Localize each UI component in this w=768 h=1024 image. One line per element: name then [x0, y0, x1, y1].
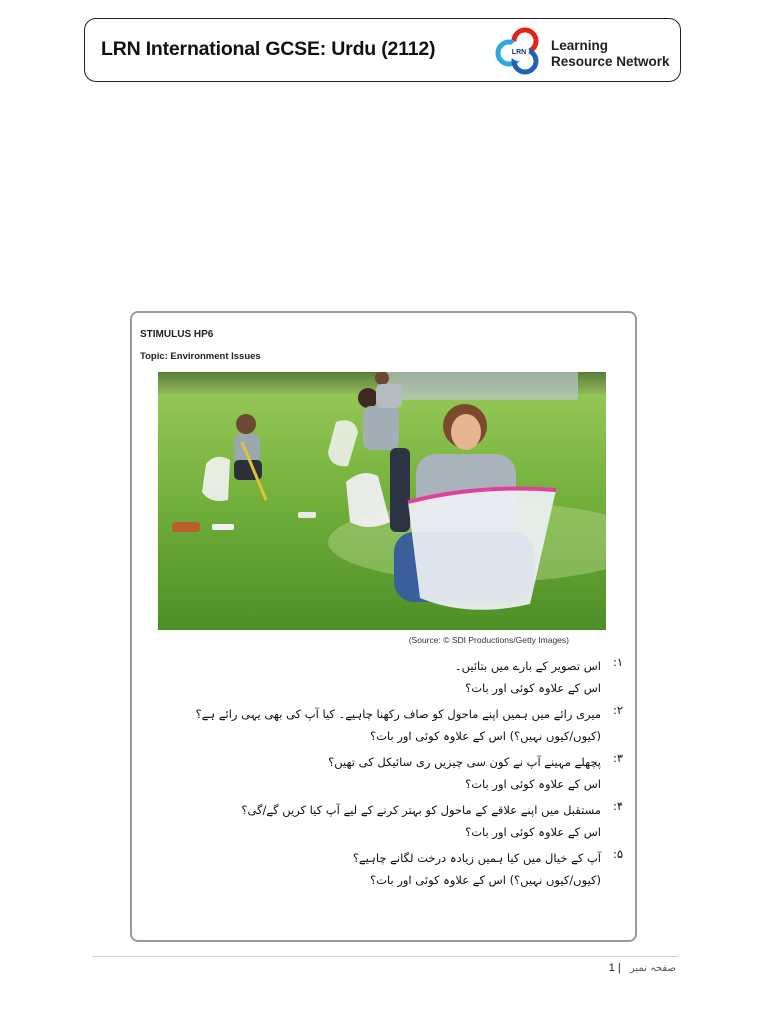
stimulus-label: STIMULUS HP6: [140, 329, 214, 340]
footer-separator: |: [617, 962, 621, 974]
footer-divider: [92, 956, 678, 957]
question-number: ۲:: [612, 703, 623, 717]
logo-text: [551, 38, 670, 70]
follow-up-text: اس کے علاوہ کوئی اور بات؟: [465, 825, 601, 839]
question-item: [183, 751, 623, 795]
photo-source: (Source: © SDI Productions/Getty Images): [408, 635, 569, 645]
follow-up-text: (کیوں/کیوں نہیں؟) اس کے علاوہ کوئی اور بات؟: [370, 729, 601, 743]
header-title: LRN International GCSE: Urdu (2112): [101, 38, 436, 60]
question-number: ۳:: [612, 751, 623, 765]
follow-up-text: اس کے علاوہ کوئی اور بات؟: [465, 681, 601, 695]
follow-up-text: (کیوں/کیوں نہیں؟) اس کے علاوہ کوئی اور بات؟: [370, 873, 601, 887]
volunteers-litter-pickup-photo: [158, 372, 606, 630]
question-text: اس تصویر کے بارے میں بتائیں۔: [454, 659, 601, 673]
page-header: [84, 18, 681, 82]
question-number: ۵:: [612, 847, 623, 861]
question-text: پچھلے مہینے آپ نے کون سی چیزیں ری سائیکل کی تھیں؟: [328, 755, 601, 769]
stimulus-card: [130, 311, 637, 942]
question-item: [183, 703, 623, 747]
question-number: ۴:: [612, 799, 623, 813]
question-text: میری رائے میں ہمیں اپنے ماحول کو صاف رکھنا چاہیے۔ کیا آپ کی بھی یہی رائے ہے؟: [195, 707, 601, 721]
follow-up-text: اس کے علاوہ کوئی اور بات؟: [465, 777, 601, 791]
logo-mark-text: LRN: [511, 49, 527, 56]
question-item: [183, 799, 623, 843]
lrn-logo-icon: [495, 27, 543, 75]
logo-line-1: Learning: [551, 38, 609, 53]
question-number: ۱:: [612, 655, 623, 669]
page-footer: [609, 962, 676, 974]
question-list: [183, 655, 623, 895]
page-label: صفحہ نمبر: [629, 963, 676, 974]
question-item: [183, 655, 623, 699]
logo-line-2: Resource Network: [551, 54, 670, 69]
question-text: مستقبل میں اپنے علاقے کے ماحول کو بہتر کرنے کے لیے آپ کیا کریں گے/گی؟: [241, 803, 601, 817]
question-text: آپ کے خیال میں کیا ہمیں زیادہ درخت لگانے چاہیے؟: [352, 851, 601, 865]
topic-label: Topic: Environment Issues: [140, 351, 261, 362]
question-item: [183, 847, 623, 891]
page-number: 1: [608, 962, 615, 974]
stimulus-photo: [158, 372, 606, 630]
